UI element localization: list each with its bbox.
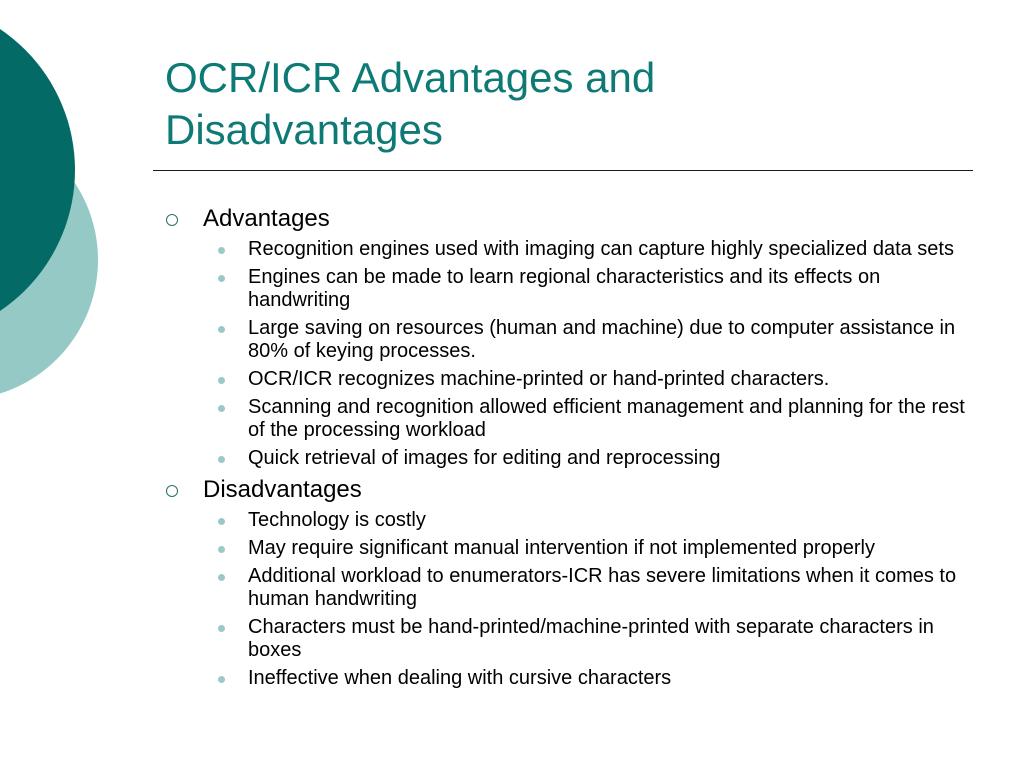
dot-bullet-icon	[218, 377, 225, 384]
list-item-text: Characters must be hand-printed/machine-printed with separate characters in boxes	[248, 616, 934, 661]
title-divider	[153, 170, 973, 171]
list-item-text: Scanning and recognition allowed efficient management and planning for the rest of the processing workload	[248, 396, 965, 441]
list-item-text: Technology is costly	[248, 509, 426, 531]
list-item	[203, 266, 973, 312]
list-item	[203, 616, 973, 662]
section-disadvantages	[0, 475, 1024, 690]
list-item	[203, 447, 973, 470]
section-heading: Disadvantages	[203, 476, 362, 503]
hollow-circle-bullet-icon	[166, 214, 178, 226]
dot-bullet-icon	[218, 546, 225, 553]
dot-bullet-icon	[218, 456, 225, 463]
dot-bullet-icon	[218, 275, 225, 282]
list-item-text: May require significant manual intervention if not implemented properly	[248, 537, 875, 559]
list-item	[203, 565, 973, 611]
dot-bullet-icon	[218, 625, 225, 632]
section-heading: Advantages	[203, 205, 330, 232]
list-item	[203, 509, 973, 532]
list-item-text: Quick retrieval of images for editing and reprocessing	[248, 447, 721, 469]
list-item	[203, 238, 973, 261]
advantages-list	[203, 238, 1024, 470]
list-item-text: Engines can be made to learn regional characteristics and its effects on handwriting	[248, 266, 881, 311]
list-item	[203, 368, 973, 391]
hollow-circle-bullet-icon	[166, 485, 178, 497]
section-list	[0, 204, 1024, 690]
section-advantages	[0, 204, 1024, 470]
list-item-text: Large saving on resources (human and machine) due to computer assistance in 80% of keying processes.	[248, 317, 956, 362]
dot-bullet-icon	[218, 518, 225, 525]
list-item	[203, 317, 973, 363]
list-item-text: OCR/ICR recognizes machine-printed or hand-printed characters.	[248, 368, 830, 390]
list-item	[203, 396, 973, 442]
list-item	[203, 537, 973, 560]
dot-bullet-icon	[218, 574, 225, 581]
slide-title: OCR/ICR Advantages and Disadvantages	[165, 54, 656, 153]
list-item	[203, 667, 973, 690]
dot-bullet-icon	[218, 247, 225, 254]
list-item-text: Additional workload to enumerators-ICR has severe limitations when it comes to human handwriting	[248, 565, 957, 610]
disadvantages-list	[203, 509, 1024, 690]
list-item-text: Recognition engines used with imaging can capture highly specialized data sets	[248, 238, 954, 260]
dot-bullet-icon	[218, 676, 225, 683]
slide-body	[0, 204, 1024, 695]
list-item-text: Ineffective when dealing with cursive characters	[248, 667, 672, 689]
dot-bullet-icon	[218, 405, 225, 412]
dot-bullet-icon	[218, 326, 225, 333]
